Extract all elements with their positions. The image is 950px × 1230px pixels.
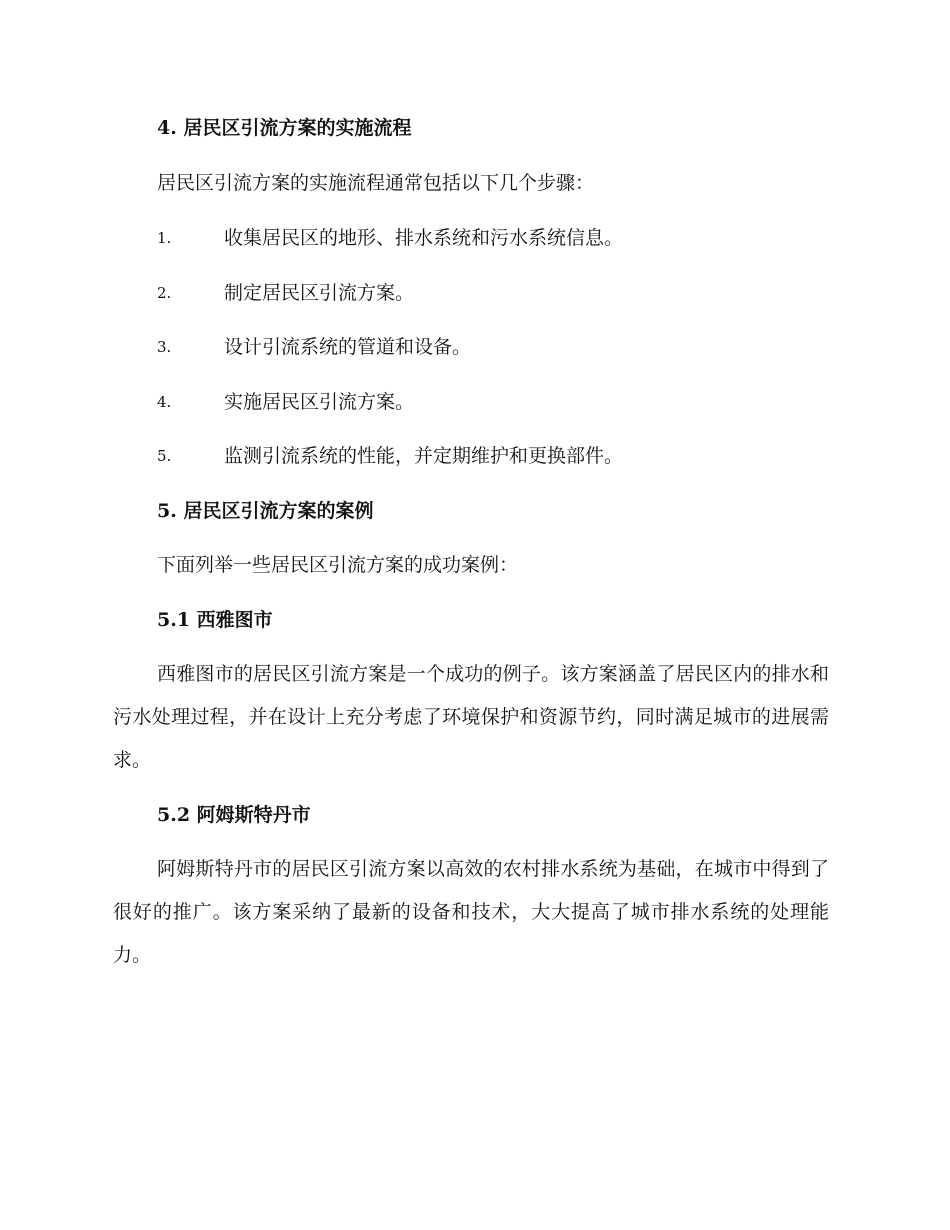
section-5-intro: 下面列举一些居民区引流方案的成功案例： — [157, 554, 519, 576]
section-4-heading: 4. 居民区引流方案的实施流程 — [157, 117, 412, 139]
case-2-body: 阿姆斯特丹市的居民区引流方案以高效的农村排水系统为基础，在城市中得到了很好的推广。该方案采纳了最新的设备和技术，大大提高了城市排水系统的处理能力。 — [113, 858, 829, 966]
step-number: 4. — [157, 393, 172, 411]
step-text: 实施居民区引流方案。 — [224, 391, 415, 413]
step-text: 收集居民区的地形、排水系统和污水系统信息。 — [224, 227, 624, 249]
section-4-intro: 居民区引流方案的实施流程通常包括以下几个步骤： — [157, 172, 595, 194]
case-1-body: 西雅图市的居民区引流方案是一个成功的例子。该方案涵盖了居民区内的排水和污水处理过程，并在设计上充分考虑了环境保护和资源节约，同时满足城市的进展需求。 — [113, 663, 829, 771]
step-text: 制定居民区引流方案。 — [224, 282, 415, 304]
step-number: 3. — [157, 338, 172, 356]
step-text: 设计引流系统的管道和设备。 — [224, 336, 472, 358]
step-number: 1. — [157, 229, 172, 247]
section-5-heading: 5. 居民区引流方案的案例 — [157, 500, 374, 522]
case-2-heading: 5.2 阿姆斯特丹市 — [157, 804, 311, 826]
case-1-heading: 5.1 西雅图市 — [157, 609, 273, 631]
step-text: 监测引流系统的性能，并定期维护和更换部件。 — [224, 445, 624, 467]
step-number: 2. — [157, 284, 172, 302]
step-number: 5. — [157, 447, 172, 465]
